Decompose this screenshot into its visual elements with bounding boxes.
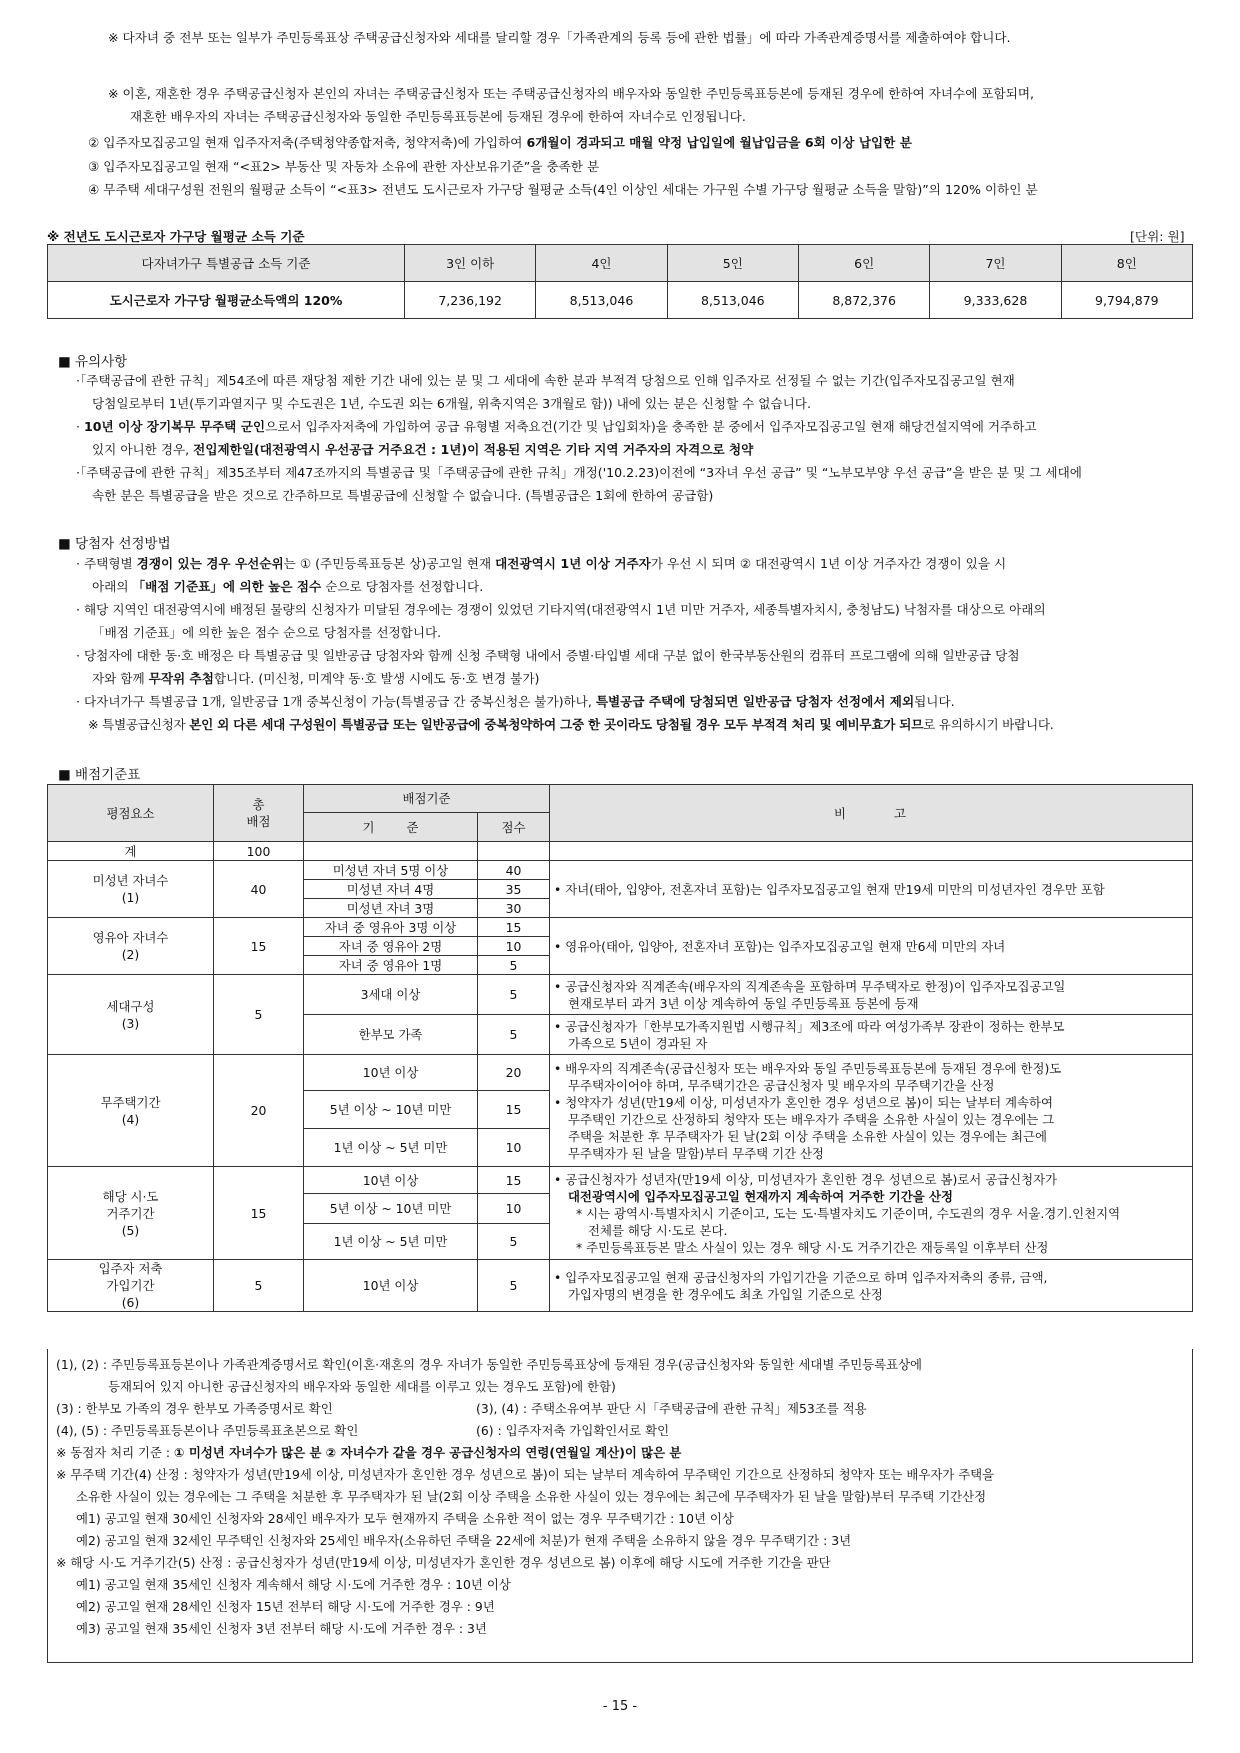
scoring-title: ■ 배점기준표 (58, 767, 141, 783)
factor-1-total: 40 (214, 861, 304, 918)
caution-title: ■ 유의사항 (58, 354, 128, 370)
factor-6-note: • 입주자모집공고일 현재 공급신청자의 가입기간을 기준으로 하며 입주자저축의 종류, 금액, 가입자명의 변경을 한 경우에도 최초 가입일 기준으로 산정 (550, 1260, 1193, 1312)
selection-item-4: · 다자녀가구 특별공급 1개, 일반공급 1개 중복신청이 가능(특별공급 간 중복신청은 불가)하나, 특별공급 주택에 당첨되면 일반공급 당첨자 선정에서 제외됩니다. (76, 694, 955, 709)
factor-3-total: 5 (214, 975, 304, 1055)
factor-3-row (48, 975, 1193, 1015)
note-line: 예3) 공고일 현재 35세인 신청자 3년 전부터 해당 시·도에 거주한 경우 : 3년 (76, 1621, 487, 1636)
factor-6-basis: 10년 이상 (304, 1260, 478, 1312)
selection-item-3-line-2: 자와 함께 무작위 추첨합니다. (미신청, 미계약 동·호 발생 시에도 동·호 변경 불가) (92, 671, 540, 686)
selection-item-3-line-1: · 당첨자에 대한 동·호 배정은 타 특별공급 및 일반공급 당첨자와 함께 신청 주택형 내에서 증별·타입별 세대 구분 없이 한국부동산원의 컴퓨터 프로그램에 의해 일반공급 당첨 (76, 648, 1020, 663)
caution-item-1-line-2: 당첨일로부터 1년(투기과열지구 및 수도권은 1년, 수도권 외는 6개월, 위축지역은 3개월로 함)) 내에 있는 분은 신청할 수 없습니다. (92, 396, 811, 411)
factor-2-row (48, 918, 1193, 937)
note-line: (1), (2) : 주민등록표등본이나 가족관계증명서로 확인(이혼·재혼의 경우 자녀가 동일한 주민등록표상에 등재된 경우(공급신청자와 동일한 세대별 주민등록표상에 (56, 1357, 923, 1372)
selection-item-2-line-2: 「배점 기준표」에 의한 높은 점수 순으로 당첨자를 선정합니다. (92, 625, 442, 640)
factor-4-note: • 배우자의 직계존속(공급신청자 또는 배우자와 동일 주민등록표등본에 등재된 경우에 한정)도 무주택자이어야 하며, 무주택기간은 공급신청자 및 배우자의 무주택기간을 산정 • 청약자가 성년(만19세 이상, 미성년자가 혼인한 경우 성년으로 봄)이 되는 날부터 계속하여 무주택인 기간으로 산정하되 청약자 또는 배우자가 주택을 소유한 사실이 있는 경우에는 그 주택을 처분한 후 무주택자가 된 날(2회 이상 주택을 소유한 사실이 있는 경우에는 최근에 무주택자가 된 날을 말함)부터 무주택 기간 산정 (550, 1055, 1193, 1167)
income-value-cell: 8,513,046 (536, 282, 667, 319)
sum-row (48, 842, 1193, 861)
factor-5-total: 15 (214, 1167, 304, 1260)
factor-6-row (48, 1260, 1193, 1312)
selection-item-1-line-1: · 주택형별 경쟁이 있는 경우 우선순위는 ① (주민등록표등본 상)공고일 현재 대전광역시 1년 이상 거주자가 우선 시 되며 ② 대전광역시 1년 이상 거주자간 경쟁이 있을 시 (76, 556, 1007, 571)
note-line: ※ 해당 시·도 거주기간(5) 산정 : 공급신청자가 성년(만19세 이상, 미성년자가 혼인한 경우 성년으로 봄) 이후에 해당 시도에 거주한 기간을 판단 (56, 1555, 831, 1570)
intro-line-5: ③ 입주자모집공고일 현재 “<표2> 부동산 및 자동차 소유에 관한 자산보유기준”을 충족한 분 (88, 159, 600, 174)
factor-5-note: • 공급신청자가 성년자(만19세 이상, 미성년자가 혼인한 경우 성년으로 봄)로서 공급신청자가 대전광역시에 입주자모집공고일 현재까지 계속하여 거주한 기간을 산정 * 시는 광역시·특별자치시 기준이고, 도는 도·특별자치도 기준이며, 수도권의 경우 서울.경기.인천지역 전체를 해당 시·도로 본다. * 주민등록표등본 말소 사실이 있는 경우 해당 시·도 거주기간은 재등록일 이후부터 산정 (550, 1167, 1193, 1260)
selection-warning: ※ 특별공급신청자 본인 외 다른 세대 구성원이 특별공급 또는 일반공급에 중복청약하여 그중 한 곳이라도 당첨될 경우 모두 부적격 처리 및 예비무효가 되므로 유의하시기 바랍니다. (88, 717, 1054, 732)
factor-1-row (48, 861, 1193, 880)
header-note: 비 고 (550, 785, 1193, 842)
income-header-cell: 7인 (930, 245, 1061, 282)
factor-3-score: 5 (478, 1015, 550, 1055)
note-line: 예2) 공고일 현재 32세인 무주택인 신청자와 25세인 배우자(소유하던 주택을 22세에 처분)가 현재 주택을 소유하지 않을 경우 무주택기간 : 3년 (76, 1533, 852, 1548)
factor-4-score: 10 (478, 1129, 550, 1167)
factor-4-score: 20 (478, 1055, 550, 1091)
caution-item-1-line-1: ·「주택공급에 관한 규칙」제54조에 따른 재당첨 제한 기간 내에 있는 분 및 그 세대에 속한 분과 부적격 당첨으로 인해 입주자로 선정될 수 없는 기간(입주자모집공고일 현재 (76, 373, 1015, 388)
sum-label: 계 (48, 842, 214, 861)
factor-4-basis: 10년 이상 (304, 1055, 478, 1091)
factor-2-note: • 영유아(태아, 입양아, 전혼자녀 포함)는 입주자모집공고일 현재 만6세 미만의 자녀 (550, 918, 1193, 975)
caution-item-2-line-1: · 10년 이상 장기복무 무주택 군인으로서 입주자저축에 가입하여 공급 유형별 저축요건(기간 및 납입회차)을 충족한 분 중에서 입주자모집공고일 현재 해당건설지역에 거주하고 (76, 419, 1037, 434)
factor-2-basis: 자녀 중 영유아 3명 이상 (304, 918, 478, 937)
header-factor: 평점요소 (48, 785, 214, 842)
factor-2-score: 15 (478, 918, 550, 937)
factor-1-basis: 미성년 자녀 3명 (304, 899, 478, 918)
factor-5-basis: 10년 이상 (304, 1167, 478, 1194)
note-line: ※ 무주택 기간(4) 산정 : 청약자가 성년(만19세 이상, 미성년자가 혼인한 경우 성년으로 봄)이 되는 날부터 계속하여 무주택인 기간으로 산정하되 청약자 또는 배우자가 주택을 (56, 1467, 995, 1482)
selection-item-1-line-2: 아래의 「배점 기준표」에 의한 높은 점수 순으로 당첨자를 선정합니다. (92, 579, 484, 594)
income-header-cell: 3인 이하 (405, 245, 536, 282)
factor-1-score: 40 (478, 861, 550, 880)
factor-5-basis: 5년 이상 ~ 10년 미만 (304, 1194, 478, 1224)
income-header-cell: 4인 (536, 245, 667, 282)
factor-2-score: 10 (478, 937, 550, 956)
factor-3-name: 세대구성 (3) (48, 975, 214, 1055)
income-value-cell: 9,794,879 (1061, 282, 1192, 319)
factor-4-row (48, 1055, 1193, 1091)
note-line: 소유한 사실이 있는 경우에는 그 주택을 처분한 후 무주택자가 된 날(2회 이상 주택을 소유한 사실이 있는 경우에는 최근에 무주택자가 된 날을 말함)부터 무주택 기간산정 (76, 1489, 987, 1504)
factor-6-total: 5 (214, 1260, 304, 1312)
income-table (47, 244, 1193, 319)
income-value-cell: 9,333,628 (930, 282, 1061, 319)
factor-1-basis: 미성년 자녀 5명 이상 (304, 861, 478, 880)
factor-4-basis: 1년 이상 ~ 5년 미만 (304, 1129, 478, 1167)
factor-4-name: 무주택기간 (4) (48, 1055, 214, 1167)
income-header-cell: 다자녀가구 특별공급 소득 기준 (48, 245, 405, 282)
factor-1-score: 35 (478, 880, 550, 899)
income-table-row (48, 282, 1193, 319)
factor-5-basis: 1년 이상 ~ 5년 미만 (304, 1224, 478, 1260)
page-number: - 15 - (602, 1699, 638, 1714)
selection-item-2-line-1: · 해당 지역인 대전광역시에 배정된 물량의 신청자가 미달된 경우에는 경쟁이 있었던 기타지역(대전광역시 1년 미만 거주자, 세종특별자치시, 충청남도) 낙첨자를 대상으로 아래의 (76, 602, 1046, 617)
note-line: ※ 동점자 처리 기준 : ① 미성년 자녀수가 많은 분 ② 자녀수가 같을 경우 공급신청자의 연령(연월일 계산)이 많은 분 (56, 1445, 682, 1460)
factor-1-basis: 미성년 자녀 4명 (304, 880, 478, 899)
header-total: 총 배점 (214, 785, 304, 842)
factor-5-row (48, 1167, 1193, 1194)
income-header-cell: 8인 (1061, 245, 1192, 282)
factor-5-name: 해당 시·도 거주기간 (5) (48, 1167, 214, 1260)
factor-3-basis: 3세대 이상 (304, 975, 478, 1015)
income-value-cell: 8,872,376 (798, 282, 929, 319)
scoring-notes (47, 1349, 1193, 1663)
factor-2-score: 5 (478, 956, 550, 975)
factor-4-total: 20 (214, 1055, 304, 1167)
factor-4-score: 15 (478, 1091, 550, 1129)
factor-6-name: 입주자 저축 가입기간 (6) (48, 1260, 214, 1312)
factor-6-score: 5 (478, 1260, 550, 1312)
sum-value: 100 (214, 842, 304, 861)
factor-2-total: 15 (214, 918, 304, 975)
factor-1-note: • 자녀(태아, 입양아, 전혼자녀 포함)는 입주자모집공고일 현재 만19세 미만의 미성년자인 경우만 포함 (550, 861, 1193, 918)
income-header-cell: 6인 (798, 245, 929, 282)
income-value-cell: 8,513,046 (667, 282, 798, 319)
caution-item-3-line-1: ·「주택공급에 관한 규칙」제35조부터 제47조까지의 특별공급 및「주택공급에 관한 규칙」개정('10.2.23)이전에 “3자녀 우선 공급” 및 “노부모부양 우선 공급”을 받은 분 및 그 세대에 (76, 465, 1082, 480)
header-criteria: 배점기준 (304, 785, 550, 813)
factor-5-score: 10 (478, 1194, 550, 1224)
note-line: (3) : 한부모 가족의 경우 한부모 가족증명서로 확인 (56, 1401, 333, 1416)
caution-item-3-line-2: 속한 분은 특별공급을 받은 것으로 간주하므로 특별공급에 신청할 수 없습니다. (특별공급은 1회에 한하여 공급함) (92, 488, 714, 503)
intro-line-2: ※ 이혼, 재혼한 경우 주택공급신청자 본인의 자녀는 주택공급신청자 또는 주택공급신청자의 배우자와 동일한 주민등록표등본에 등재된 경우에 한하여 자녀수에 포함되며, (108, 86, 1035, 101)
header-basis: 기 준 (304, 813, 478, 842)
note-line: 예2) 공고일 현재 28세인 신청자 15년 전부터 해당 시·도에 거주한 경우 : 9년 (76, 1599, 495, 1614)
factor-3-basis: 한부모 가족 (304, 1015, 478, 1055)
factor-2-basis: 자녀 중 영유아 2명 (304, 937, 478, 956)
factor-3-note-1: • 공급신청자와 직계존속(배우자의 직계존속을 포함하며 무주택자로 한정)이 입주자모집공고일 현재로부터 과거 3년 이상 계속하여 동일 주민등록표 등본에 등재 (550, 975, 1193, 1015)
factor-4-basis: 5년 이상 ~ 10년 미만 (304, 1091, 478, 1129)
intro-line-3: 재혼한 배우자의 자녀는 주택공급신청자와 동일한 주민등록표등본에 등재된 경우에 한하여 자녀수로 인정됩니다. (130, 109, 746, 124)
intro-line-4: ② 입주자모집공고일 현재 입주자저축(주택청약종합저축, 청약저축)에 가입하여 6개월이 경과되고 매월 약정 납입일에 월납입금을 6회 이상 납입한 분 (88, 135, 912, 150)
income-table-header (48, 245, 1193, 282)
note-line: (6) : 입주자저축 가입확인서로 확인 (476, 1423, 670, 1438)
factor-2-basis: 자녀 중 영유아 1명 (304, 956, 478, 975)
income-table-title: ※ 전년도 도시근로자 가구당 월평균 소득 기준 (47, 229, 305, 244)
note-line: (4), (5) : 주민등록표등본이나 주민등록표초본으로 확인 (56, 1423, 359, 1438)
factor-3-note-2: • 공급신청자가「한부모가족지원법 시행규칙」제3조에 따라 여성가족부 장관이 정하는 한부모 가족으로 5년이 경과된 자 (550, 1015, 1193, 1055)
income-header-cell: 5인 (667, 245, 798, 282)
note-line: 예1) 공고일 현재 35세인 신청자 계속해서 해당 시·도에 거주한 경우 : 10년 이상 (76, 1577, 511, 1592)
intro-line-6: ④ 무주택 세대구성원 전원의 월평균 소득이 “<표3> 전년도 도시근로자 가구당 월평균 소득(4인 이상인 세대는 가구원 수별 가구당 월평균 소득을 말함)”의 120% 이하인 분 (88, 182, 1038, 197)
factor-3-score: 5 (478, 975, 550, 1015)
note-line: 예1) 공고일 현재 30세인 신청자와 28세인 배우자가 모두 현재까지 주택을 소유한 적이 없는 경우 무주택기간 : 10년 이상 (76, 1511, 734, 1526)
note-line: (3), (4) : 주택소유여부 판단 시「주택공급에 관한 규칙」제53조를 적용 (476, 1401, 867, 1416)
factor-1-name: 미성년 자녀수 (1) (48, 861, 214, 918)
intro-line-1: ※ 다자녀 중 전부 또는 일부가 주민등록표상 주택공급신청자와 세대를 달리할 경우「가족관계의 등록 등에 관한 법률」에 따라 가족관계증명서를 제출하여야 합니다. (108, 30, 1011, 45)
note-line: 등재되어 있지 아니한 공급신청자의 배우자와 동일한 세대를 이루고 있는 경우도 포함)에 한함) (108, 1379, 616, 1394)
caution-item-2-line-2: 있지 아니한 경우, 전입제한일(대전광역시 우선공급 거주요건 : 1년)이 적용된 지역은 기타 지역 거주자의 자격으로 청약 (92, 442, 754, 457)
selection-title: ■ 당첨자 선정방법 (58, 536, 171, 552)
factor-5-score: 15 (478, 1167, 550, 1194)
scoring-table (47, 784, 1193, 1312)
factor-2-name: 영유아 자녀수 (2) (48, 918, 214, 975)
factor-5-score: 5 (478, 1224, 550, 1260)
income-row-label: 도시근로자 가구당 월평균소득액의 120% (48, 282, 405, 319)
income-value-cell: 7,236,192 (405, 282, 536, 319)
factor-1-score: 30 (478, 899, 550, 918)
header-score: 점수 (478, 813, 550, 842)
income-table-unit: [단위: 원] (1130, 229, 1185, 244)
